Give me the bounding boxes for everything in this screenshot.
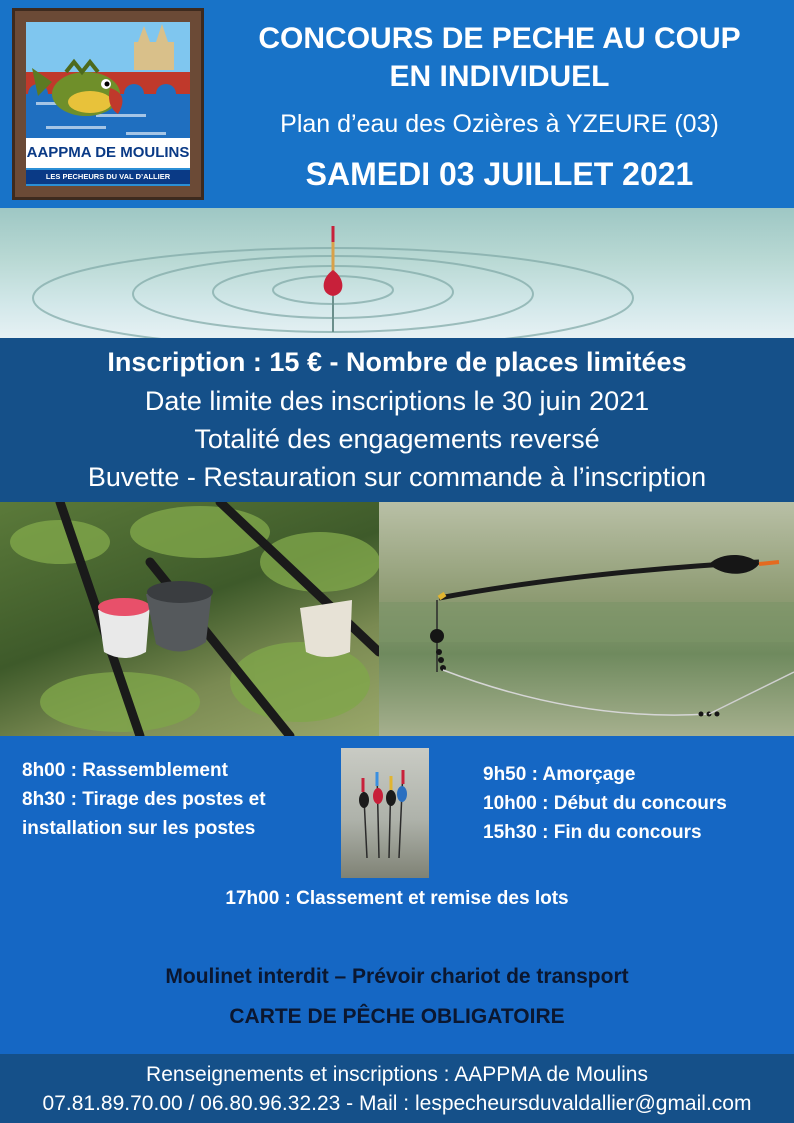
logo-tagline: LES PECHEURS DU VAL D’ALLIER xyxy=(26,170,190,184)
title-line-1: CONCOURS DE PECHE AU COUP xyxy=(258,22,741,55)
schedule-item: 8h00 : Rassemblement xyxy=(22,760,228,781)
float-rig-photo xyxy=(379,502,794,736)
registration-fee: Inscription : 15 € - Nombre de places limitées xyxy=(107,347,687,377)
contact-details: 07.81.89.70.00 / 06.80.96.32.23 - Mail : lespecheursduvaldallier@gmail.com xyxy=(42,1092,752,1115)
schedule-item: 10h00 : Début du concours xyxy=(483,793,727,814)
feeder-cups-photo xyxy=(0,502,379,736)
location-text: Plan d’eau des Ozières à YZEURE (03) xyxy=(280,110,719,138)
license-required: CARTE DE PÊCHE OBLIGATOIRE xyxy=(229,1005,565,1028)
floats-photo xyxy=(341,748,429,878)
schedule-item: installation sur les postes xyxy=(22,818,256,839)
floats-icon xyxy=(341,748,429,878)
contact-heading: Renseignements et inscriptions : AAPPMA de Moulins xyxy=(146,1063,648,1086)
event-date: SAMEDI 03 JUILLET 2021 xyxy=(305,156,694,192)
title-line-2: EN INDIVIDUEL xyxy=(389,60,610,93)
schedule-item: 15h30 : Fin du concours xyxy=(483,822,702,843)
feeder-cups-icon xyxy=(0,502,379,736)
registration-deadline: Date limite des inscriptions le 30 juin 2021 xyxy=(144,386,650,416)
rules-line: Moulinet interdit – Prévoir chariot de transport xyxy=(165,965,629,988)
water-float-photo xyxy=(0,208,794,338)
float-ripple-icon xyxy=(0,208,794,338)
club-logo xyxy=(12,8,204,200)
logo-club-name: AAPPMA DE MOULINS xyxy=(26,138,190,168)
schedule-item: 9h50 : Amorçage xyxy=(483,764,636,785)
schedule-item: 8h30 : Tirage des postes et xyxy=(22,789,266,810)
float-rig-icon xyxy=(379,502,794,736)
refreshments-note: Buvette - Restauration sur commande à l’inscription xyxy=(87,462,707,492)
logo-artwork xyxy=(26,22,190,186)
payout-note: Totalité des engagements reversé xyxy=(194,424,600,454)
schedule-final-item: 17h00 : Classement et remise des lots xyxy=(225,888,569,909)
